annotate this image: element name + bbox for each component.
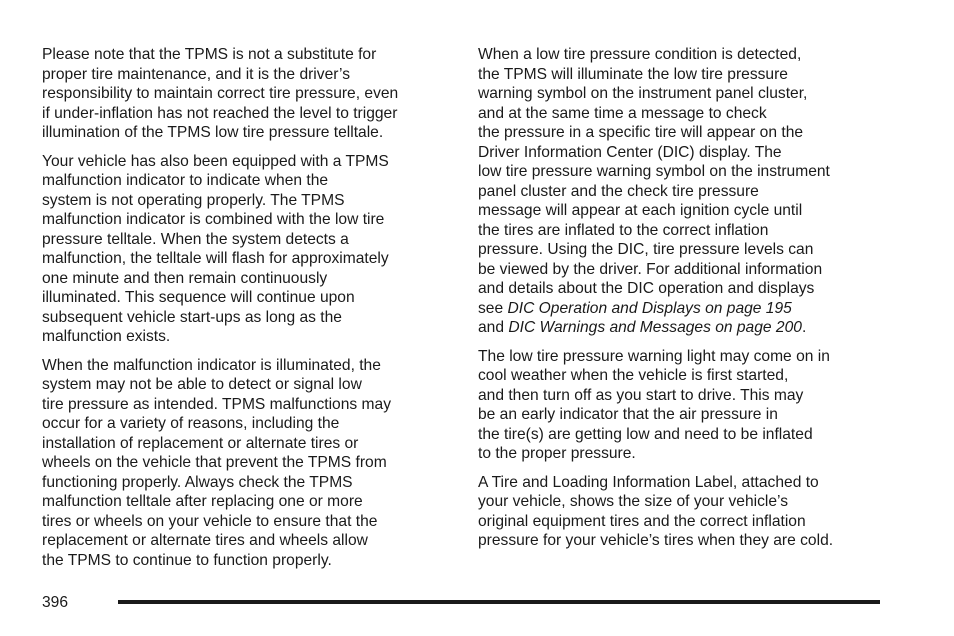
text-line: pressure telltale. When the system detects a [42, 230, 349, 248]
text-line: panel cluster and the check tire pressure [478, 182, 759, 200]
text-line [478, 318, 888, 338]
text-line [478, 299, 888, 319]
text-line: malfunction indicator to indicate when the [42, 172, 329, 189]
cross-reference-dic-warnings[interactable]: DIC Warnings and Messages on page 200 [508, 319, 802, 336]
text-line: Please note that the TPMS is not a substitute for [42, 46, 377, 63]
text-line: and at the same time a message to check [478, 104, 767, 122]
text-line: pressure for your vehicle’s tires when they are cold. [478, 532, 834, 549]
text-line: be viewed by the driver. For additional information [478, 260, 823, 278]
text-line: illumination of the TPMS low tire pressure telltale. [42, 124, 384, 141]
text-line: The low tire pressure warning light may come on in [478, 347, 830, 365]
text-line: the pressure in a specific tire will appear on the [478, 124, 804, 141]
ref-prefix: and [478, 319, 509, 336]
text-line: system may not be able to detect or signal low [42, 376, 362, 393]
text-line: the TPMS will illuminate the low tire pressure [478, 65, 788, 83]
text-line: malfunction telltale after replacing one or more [42, 493, 363, 510]
text-line: malfunction indicator is combined with the low tire [42, 211, 385, 228]
right-column [478, 45, 888, 560]
text-line: be an early indicator that the air pressure in [478, 406, 778, 423]
paragraph-malfunction-illuminated [42, 356, 452, 571]
text-line: one minute and then remain continuously [42, 269, 328, 287]
text-line: occur for a variety of reasons, including the [42, 415, 340, 432]
paragraph-tpms-not-substitute [42, 45, 452, 143]
paragraph-tire-loading-label [478, 473, 888, 551]
text-line: warning symbol on the instrument panel cluster, [478, 85, 808, 102]
page-number: 396 [42, 594, 69, 611]
text-line: system is not operating properly. The TPMS [42, 191, 345, 209]
text-line: the tire(s) are getting low and need to be inflated [478, 425, 813, 443]
text-line: and then turn off as you start to drive. This may [478, 386, 804, 404]
text-line: Driver Information Center (DIC) display. The [478, 143, 782, 161]
text-line: When the malfunction indicator is illuminated, the [42, 356, 381, 374]
paragraph-cool-weather [478, 347, 888, 464]
text-line: cool weather when the vehicle is first started, [478, 367, 789, 384]
text-line: malfunction exists. [42, 328, 171, 345]
text-line: to the proper pressure. [478, 445, 636, 462]
paragraph-low-pressure-detected [478, 45, 888, 338]
text-line: the tires are inflated to the correct inflation [478, 221, 769, 239]
text-line: and details about the DIC operation and displays [478, 280, 815, 297]
ref-prefix: see [478, 299, 508, 317]
text-line: A Tire and Loading Information Label, attached to [478, 473, 819, 491]
footer-rule [118, 600, 880, 604]
text-line: the TPMS to continue to function properly. [42, 551, 332, 569]
text-line: malfunction, the telltale will flash for approximately [42, 250, 389, 267]
text-line: original equipment tires and the correct inflation [478, 512, 806, 530]
text-line: if under-inflation has not reached the level to trigger [42, 104, 398, 122]
text-line: your vehicle, shows the size of your vehicle’s [478, 493, 789, 510]
text-line: illuminated. This sequence will continue upon [42, 289, 355, 306]
left-column [42, 45, 452, 579]
text-line: responsibility to maintain correct tire pressure, even [42, 85, 399, 102]
text-line: low tire pressure warning symbol on the instrument [478, 163, 830, 180]
text-line: replacement or alternate tires and wheels allow [42, 532, 368, 549]
text-line: installation of replacement or alternate tires or [42, 434, 359, 452]
paragraph-malfunction-indicator [42, 152, 452, 347]
text-line: When a low tire pressure condition is detected, [478, 46, 802, 63]
text-line: wheels on the vehicle that prevent the TPMS from [42, 454, 387, 471]
text-line: functioning properly. Always check the TPMS [42, 473, 353, 491]
text-line: tires or wheels on your vehicle to ensure that the [42, 512, 378, 530]
text-line: tire pressure as intended. TPMS malfunctions may [42, 395, 391, 413]
ref-suffix: . [801, 319, 807, 336]
text-line: message will appear at each ignition cycle until [478, 202, 803, 219]
text-line: pressure. Using the DIC, tire pressure levels can [478, 241, 814, 258]
cross-reference-dic-operation[interactable]: DIC Operation and Displays on page 195 [507, 299, 792, 317]
text-line: Your vehicle has also been equipped with a TPMS [42, 152, 389, 170]
text-line: subsequent vehicle start-ups as long as the [42, 308, 342, 326]
text-line: proper tire maintenance, and it is the driver’s [42, 65, 350, 83]
